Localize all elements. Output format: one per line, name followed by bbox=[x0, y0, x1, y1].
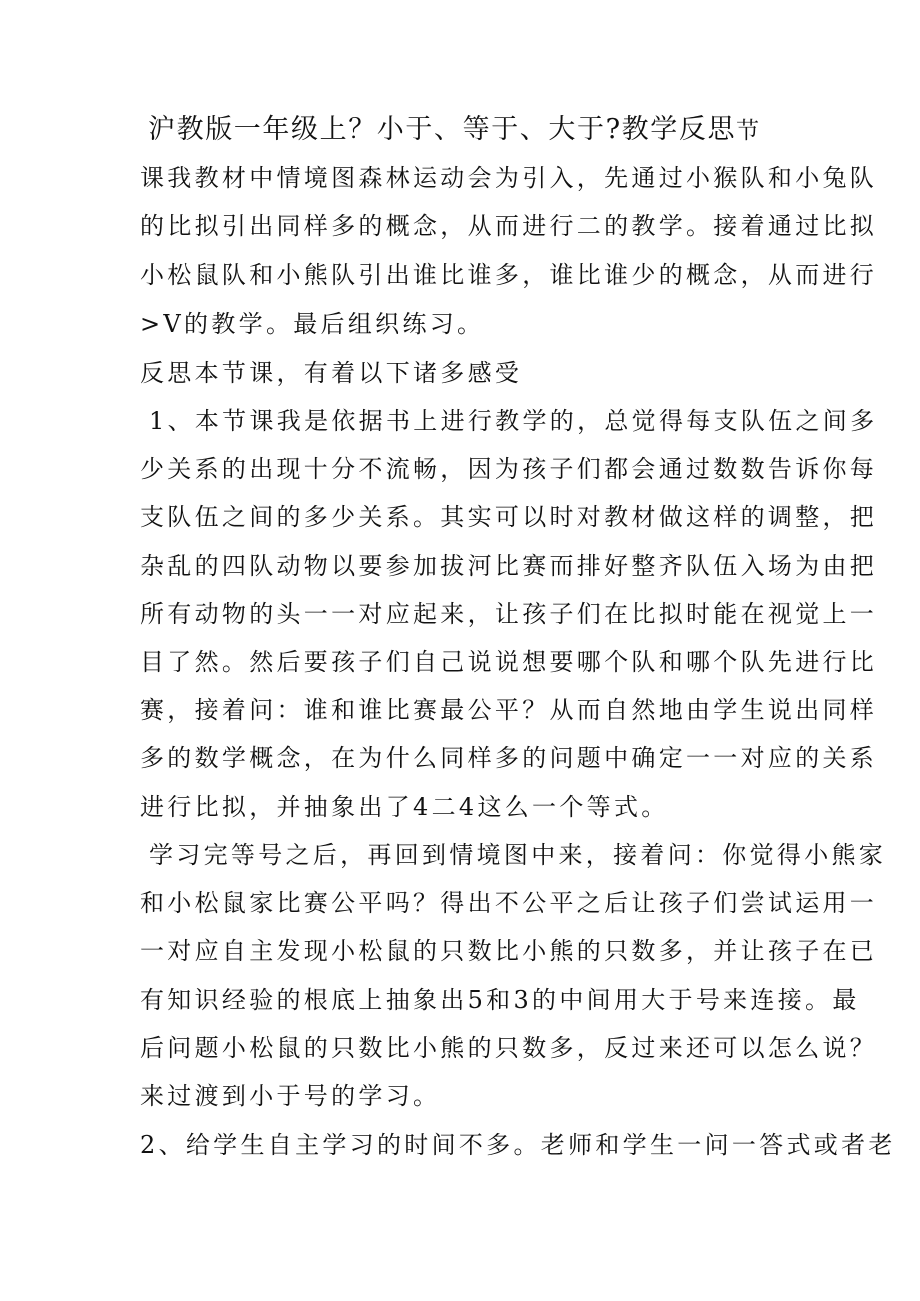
paragraph-line: 所有动物的头一一对应起来，让孩子们在比拟时能在视觉上一 bbox=[140, 600, 878, 628]
title-tail: 节 bbox=[736, 118, 760, 144]
paragraph-line: 少关系的出现十分不流畅，因为孩子们都会通过数数告诉你每 bbox=[140, 455, 878, 483]
paragraph-line: >V的教学。最后组织练习。 bbox=[140, 310, 485, 338]
paragraph-line: 有知识经验的根底上抽象出5和3的中间用大于号来连接。最 bbox=[140, 986, 860, 1014]
paragraph-line: 来过渡到小于号的学习。 bbox=[140, 1082, 441, 1110]
paragraph-line: 赛，接着问：谁和谁比赛最公平？从而自然地由学生说出同样 bbox=[140, 696, 878, 724]
paragraph-line: 杂乱的四队动物以要参加拔河比赛而排好整齐队伍入场为由把 bbox=[140, 552, 878, 580]
paragraph-line: 学习完等号之后，再回到情境图中来，接着问：你觉得小熊家 bbox=[149, 841, 887, 869]
paragraph-line: 后问题小松鼠的只数比小熊的只数多，反过来还可以怎么说？ bbox=[140, 1034, 878, 1062]
title-text: 沪教版一年级上？小于、等于、大于?教学反思 bbox=[148, 114, 737, 145]
paragraph-line: 课我教材中情境图森林运动会为引入，先通过小猴队和小兔队 bbox=[140, 164, 878, 192]
paragraph-line: 2、给学生自主学习的时间不多。老师和学生一问一答式或者老 bbox=[140, 1131, 896, 1159]
paragraph-line: 和小松鼠家比赛公平吗？得出不公平之后让孩子们尝试运用一 bbox=[140, 889, 878, 917]
paragraph-line: 目了然。然后要孩子们自己说说想要哪个队和哪个队先进行比 bbox=[140, 648, 878, 676]
paragraph-line: 进行比拟，并抽象出了4二4这么一个等式。 bbox=[140, 793, 669, 821]
section-heading: 反思本节课，有着以下诸多感受 bbox=[140, 359, 523, 387]
paragraph-line: 的比拟引出同样多的概念，从而进行二的教学。接着通过比拟 bbox=[140, 212, 878, 240]
paragraph-line: 支队伍之间的多少关系。其实可以时对教材做这样的调整，把 bbox=[140, 503, 878, 531]
paragraph-line: 1、本节课我是依据书上进行教学的，总觉得每支队伍之间多 bbox=[149, 407, 878, 435]
document-title bbox=[148, 115, 798, 146]
paragraph-line: 一对应自主发现小松鼠的只数比小熊的只数多，并让孩子在已 bbox=[140, 937, 878, 965]
paragraph-line: 小松鼠队和小熊队引出谁比谁多，谁比谁少的概念，从而进行 bbox=[140, 261, 878, 289]
paragraph-line: 多的数学概念，在为什么同样多的问题中确定一一对应的关系 bbox=[140, 744, 878, 772]
